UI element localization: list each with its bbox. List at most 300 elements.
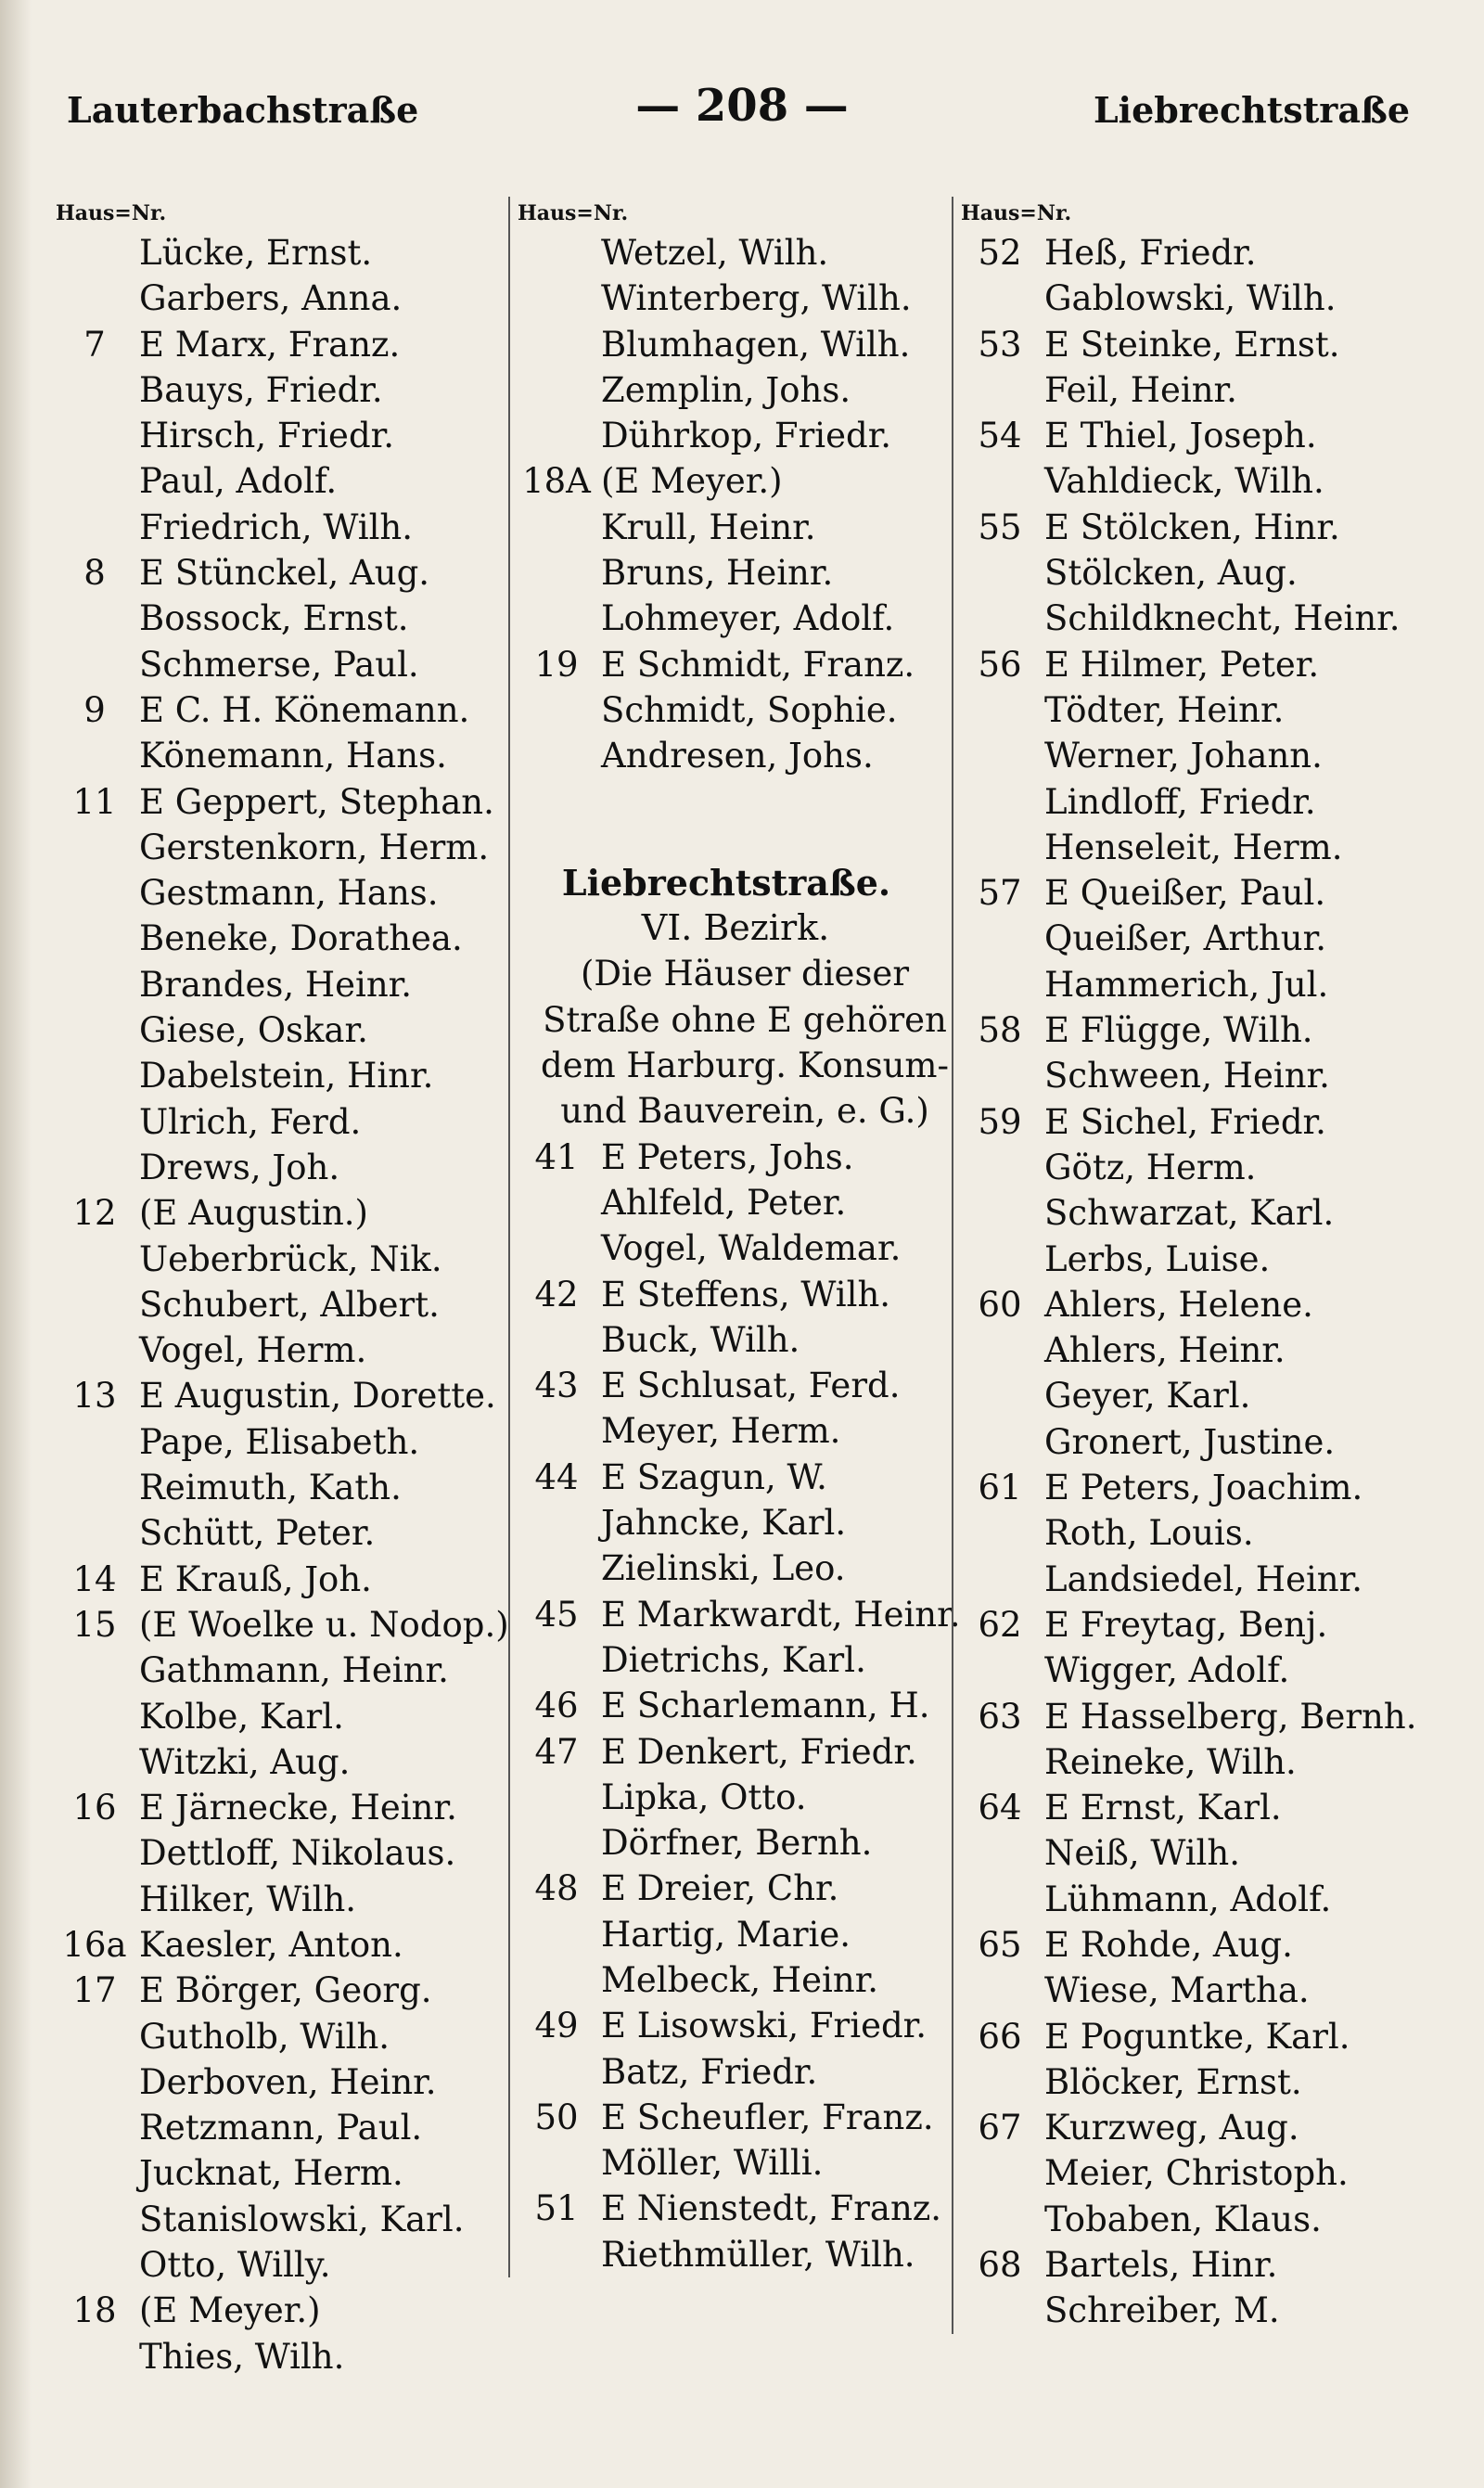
resident-name: Pape, Elisabeth.	[139, 1421, 420, 1462]
resident-name: Tobaben, Klaus.	[1044, 2199, 1322, 2239]
resident-name: Bartels, Hinr.	[1044, 2245, 1278, 2286]
house-number	[518, 1500, 595, 1545]
list-item	[56, 1007, 538, 1053]
house-number	[961, 367, 1039, 413]
resident-name: E Peters, Joachim.	[1044, 1468, 1363, 1508]
list-item	[961, 596, 1462, 641]
resident-name: E Szagun, W.	[601, 1456, 827, 1497]
list-item	[56, 505, 538, 550]
house-number	[961, 276, 1039, 321]
list-item	[56, 1968, 538, 2013]
house-number	[518, 1637, 595, 1683]
list-item	[518, 687, 991, 733]
list-item	[518, 2232, 991, 2277]
house-number	[56, 1327, 134, 1373]
list-item	[961, 1053, 1462, 1098]
resident-name: Thies, Wilh.	[139, 2336, 345, 2377]
resident-name: Kaesler, Anton.	[139, 1924, 403, 1965]
list-item	[961, 2105, 1462, 2150]
list-item	[961, 413, 1462, 458]
house-number: 52	[978, 233, 1022, 273]
house-number: 66	[978, 2016, 1022, 2057]
list-item	[56, 1922, 538, 1968]
house-number: 57	[978, 873, 1022, 914]
list-item	[518, 230, 991, 276]
resident-name: Reineke, Wilh.	[1044, 1741, 1297, 1782]
column-2-bottom-rows	[518, 1135, 991, 2277]
list-item	[518, 1180, 991, 1225]
house-number: 59	[978, 1101, 1022, 1142]
resident-name: Giese, Oskar.	[139, 1010, 368, 1051]
house-number	[56, 962, 134, 1007]
list-item	[56, 1694, 538, 1739]
list-item	[56, 916, 538, 961]
resident-name: Wigger, Adolf.	[1044, 1650, 1290, 1691]
resident-name: E Rohde, Aug.	[1044, 1924, 1293, 1965]
list-item	[518, 2186, 991, 2231]
resident-name: Kurzweg, Aug.	[1044, 2108, 1299, 2148]
resident-name: Dührkop, Friedr.	[601, 416, 892, 456]
house-number: 11	[72, 781, 117, 822]
resident-name: Stölcken, Aug.	[1044, 553, 1298, 594]
list-item	[961, 2242, 1462, 2288]
resident-name: E Hasselberg, Bernh.	[1044, 1696, 1417, 1737]
resident-name: Lühmann, Adolf.	[1044, 1879, 1332, 1919]
resident-name: E Marx, Franz.	[139, 324, 401, 365]
list-item	[518, 1729, 991, 1775]
list-item	[961, 1145, 1462, 1190]
list-item	[961, 2014, 1462, 2059]
column-1-rows	[56, 230, 538, 2379]
resident-name: Gerstenkorn, Herm.	[139, 827, 490, 867]
house-number	[518, 596, 595, 641]
house-number: 55	[978, 507, 1022, 547]
house-number	[961, 687, 1039, 733]
house-number: 48	[534, 1868, 579, 1909]
list-item	[961, 322, 1462, 367]
list-item	[56, 1053, 538, 1098]
list-item	[961, 825, 1462, 870]
section-note-line: dem Harburg. Konsum-	[540, 1045, 949, 1086]
house-number	[518, 550, 595, 596]
list-item	[961, 870, 1462, 916]
resident-name: Buck, Wilh.	[601, 1319, 800, 1360]
hausnr-label: Haus=Nr.	[518, 201, 629, 225]
resident-name: Riethmüller, Wilh.	[601, 2234, 915, 2275]
list-item	[961, 1739, 1462, 1785]
list-item	[518, 1225, 991, 1271]
resident-name: Paul, Adolf.	[139, 461, 338, 502]
house-number	[961, 779, 1039, 825]
house-number: 14	[72, 1558, 117, 1599]
resident-name: E Thiel, Joseph.	[1044, 416, 1317, 456]
list-item	[961, 1099, 1462, 1145]
resident-name: Dabelstein, Hinr.	[139, 1056, 434, 1097]
house-number	[56, 505, 134, 550]
list-item	[56, 1190, 538, 1236]
resident-name: Drews, Joh.	[139, 1147, 340, 1187]
list-item	[56, 1510, 538, 1556]
list-item	[56, 322, 538, 367]
house-number	[518, 230, 595, 276]
house-number	[56, 2105, 134, 2150]
resident-name: E Järnecke, Heinr.	[139, 1788, 457, 1828]
house-number: 18	[72, 2290, 117, 2331]
house-number: 16	[72, 1788, 117, 1828]
list-item	[56, 596, 538, 641]
list-item	[56, 962, 538, 1007]
resident-name: Schween, Heinr.	[1044, 1056, 1330, 1097]
house-number	[56, 2014, 134, 2059]
resident-name: Meier, Christoph.	[1044, 2153, 1349, 2194]
resident-name: Derboven, Heinr.	[139, 2061, 437, 2102]
list-item	[961, 276, 1462, 321]
house-number	[961, 2150, 1039, 2196]
list-item	[56, 1145, 538, 1190]
resident-name: Hartig, Marie.	[601, 1914, 851, 1955]
resident-name: E Markwardt, Heinr.	[601, 1594, 961, 1635]
list-item	[56, 687, 538, 733]
house-number: 50	[534, 2097, 579, 2137]
house-number: 16a	[62, 1924, 127, 1965]
resident-name: Wiese, Martha.	[1044, 1970, 1310, 2011]
resident-name: Götz, Herm.	[1044, 1147, 1257, 1187]
list-item	[961, 230, 1462, 276]
list-item	[961, 962, 1462, 1007]
column-1	[56, 197, 538, 2379]
house-number	[56, 1877, 134, 1922]
resident-name: Garbers, Anna.	[139, 278, 403, 319]
house-number	[518, 1775, 595, 1820]
house-number: 42	[534, 1274, 579, 1315]
column-2	[508, 197, 991, 2277]
house-number	[56, 596, 134, 641]
list-item	[56, 1739, 538, 1785]
list-item	[961, 1968, 1462, 2013]
resident-name: Bauys, Friedr.	[139, 369, 383, 410]
list-item	[518, 1545, 991, 1591]
resident-name: Wetzel, Wilh.	[601, 233, 829, 273]
house-number: 7	[83, 324, 106, 365]
resident-name: E Ernst, Karl.	[1044, 1788, 1282, 1828]
house-number: 56	[978, 644, 1022, 685]
resident-name: Ahlers, Heinr.	[1044, 1330, 1286, 1371]
list-item	[518, 1408, 991, 1454]
resident-name: Bruns, Heinr.	[601, 553, 834, 594]
house-number: 8	[83, 553, 106, 594]
house-number: 65	[978, 1924, 1022, 1965]
resident-name: Queißer, Arthur.	[1044, 918, 1326, 959]
house-number: 41	[534, 1136, 579, 1177]
house-number	[56, 2059, 134, 2105]
resident-name: Schubert, Albert.	[139, 1284, 440, 1325]
house-number: 9	[83, 689, 106, 730]
house-number: 51	[534, 2188, 579, 2229]
house-number	[56, 1694, 134, 1739]
list-item	[518, 1592, 991, 1637]
resident-name: Gestmann, Hans.	[139, 873, 439, 914]
list-item	[518, 505, 991, 550]
resident-name: Beneke, Dorathea.	[139, 918, 463, 959]
resident-name: Dettloff, Nikolaus.	[139, 1833, 456, 1874]
house-number	[961, 1648, 1039, 1693]
resident-name: Landsiedel, Heinr.	[1044, 1558, 1363, 1599]
list-item	[961, 1419, 1462, 1465]
resident-name: Reimuth, Kath.	[139, 1468, 402, 1508]
resident-name: Ueberbrück, Nik.	[139, 1238, 442, 1279]
hausnr-label: Haus=Nr.	[961, 201, 1072, 225]
house-number: 17	[72, 1970, 117, 2011]
list-item	[518, 1912, 991, 1957]
house-number: 18A	[522, 461, 591, 502]
resident-name: Hammerich, Jul.	[1044, 964, 1329, 1005]
house-number	[56, 1465, 134, 1510]
resident-name: Neiß, Wilh.	[1044, 1833, 1240, 1874]
house-number: 46	[534, 1686, 579, 1726]
list-item	[56, 2288, 538, 2333]
resident-name: Lerbs, Luise.	[1044, 1238, 1271, 1279]
resident-name: E Freytag, Benj.	[1044, 1604, 1328, 1645]
list-item	[518, 276, 991, 321]
resident-name: Werner, Johann.	[1044, 736, 1323, 776]
resident-name: Blumhagen, Wilh.	[601, 324, 911, 365]
house-number: 43	[534, 1366, 579, 1406]
house-number	[961, 825, 1039, 870]
resident-name: E Steffens, Wilh.	[601, 1274, 891, 1315]
resident-name: E Börger, Georg.	[139, 1970, 432, 2011]
list-item	[56, 1465, 538, 1510]
house-number: 61	[978, 1468, 1022, 1508]
house-number	[56, 1007, 134, 1053]
house-number	[961, 1830, 1039, 1876]
house-number	[56, 1419, 134, 1465]
list-item	[56, 1373, 538, 1418]
resident-name: Hilker, Wilh.	[139, 1879, 357, 1919]
list-item	[56, 1830, 538, 1876]
list-item	[56, 550, 538, 596]
resident-name: Feil, Heinr.	[1044, 369, 1237, 410]
house-number	[961, 733, 1039, 778]
list-item	[961, 1190, 1462, 1236]
resident-name: Schwarzat, Karl.	[1044, 1193, 1335, 1234]
house-number	[56, 1053, 134, 1098]
list-item	[518, 367, 991, 413]
house-number: 67	[978, 2108, 1022, 2148]
section-note-line: und Bauverein, e. G.)	[560, 1091, 929, 1132]
list-item	[961, 1694, 1462, 1739]
house-number	[961, 458, 1039, 504]
list-item	[518, 2095, 991, 2140]
section-note-line: (Die Häuser dieser	[580, 954, 910, 994]
list-item	[961, 642, 1462, 687]
house-number	[961, 1327, 1039, 1373]
resident-name: Friedrich, Wilh.	[139, 507, 414, 547]
resident-name: E Augustin, Dorette.	[139, 1376, 496, 1417]
resident-name: Roth, Louis.	[1044, 1513, 1254, 1554]
resident-name: E Scharlemann, H.	[601, 1686, 930, 1726]
list-item	[518, 2049, 991, 2095]
list-item	[56, 458, 538, 504]
resident-name: E Sichel, Friedr.	[1044, 1101, 1326, 1142]
house-number	[56, 916, 134, 961]
house-number	[518, 1957, 595, 2003]
house-number: 62	[978, 1604, 1022, 1645]
house-number	[961, 1145, 1039, 1190]
resident-name: Gablowski, Wilh.	[1044, 278, 1337, 319]
resident-name: Ahlfeld, Peter.	[601, 1182, 847, 1223]
house-number	[961, 1739, 1039, 1785]
house-number: 15	[72, 1604, 117, 1645]
resident-name: E Schlusat, Ferd.	[601, 1366, 901, 1406]
list-item	[56, 2197, 538, 2242]
resident-name: E Nienstedt, Franz.	[601, 2188, 942, 2229]
house-number: 45	[534, 1594, 579, 1635]
list-item	[961, 2288, 1462, 2333]
house-number	[56, 2150, 134, 2196]
list-item	[961, 1557, 1462, 1602]
section-bezirk: VI. Bezirk.	[641, 907, 830, 949]
list-item	[961, 458, 1462, 504]
house-number	[961, 550, 1039, 596]
resident-name: E Queißer, Paul.	[1044, 873, 1326, 914]
list-item	[961, 1327, 1462, 1373]
house-number	[961, 596, 1039, 641]
list-item	[518, 1135, 991, 1180]
list-item	[56, 2105, 538, 2150]
house-number	[961, 1877, 1039, 1922]
list-item	[518, 1500, 991, 1545]
house-number	[518, 2049, 595, 2095]
house-number: 19	[534, 644, 579, 685]
list-item	[518, 1866, 991, 1911]
resident-name: Retzmann, Paul.	[139, 2108, 423, 2148]
page-number: — 208 —	[635, 80, 849, 132]
house-number	[56, 1099, 134, 1145]
house-number: 54	[978, 416, 1022, 456]
house-number: 47	[534, 1731, 579, 1772]
list-item	[518, 1272, 991, 1317]
resident-name: Dietrichs, Karl.	[601, 1639, 866, 1680]
list-item	[961, 1373, 1462, 1418]
list-item	[518, 1957, 991, 2003]
list-item	[56, 1785, 538, 1830]
list-item	[518, 1775, 991, 1820]
list-item	[961, 1282, 1462, 1327]
resident-name: Hirsch, Friedr.	[139, 416, 395, 456]
house-number	[518, 1912, 595, 1957]
resident-name: E Poguntke, Karl.	[1044, 2016, 1350, 2057]
list-item	[56, 733, 538, 778]
house-number	[961, 1419, 1039, 1465]
list-item	[961, 1648, 1462, 1693]
list-item	[518, 1683, 991, 1728]
list-item	[56, 779, 538, 825]
house-number: 53	[978, 324, 1022, 365]
list-item	[518, 1455, 991, 1500]
list-item	[961, 1830, 1462, 1876]
header-street-right: Liebrechtstraße	[1093, 89, 1410, 131]
house-number: 12	[72, 1193, 117, 1234]
column-3	[952, 197, 1462, 2334]
house-number	[56, 733, 134, 778]
resident-name: E Krauß, Joh.	[139, 1558, 372, 1599]
house-number	[56, 1282, 134, 1327]
house-number	[56, 1145, 134, 1190]
house-number	[518, 413, 595, 458]
resident-name: E Steinke, Ernst.	[1044, 324, 1340, 365]
house-number: 64	[978, 1788, 1022, 1828]
list-item	[961, 779, 1462, 825]
resident-name: Könemann, Hans.	[139, 736, 447, 776]
house-number	[56, 2197, 134, 2242]
house-number	[518, 1317, 595, 1363]
resident-name: Vahldieck, Wilh.	[1044, 461, 1324, 502]
resident-name: E Denkert, Friedr.	[601, 1731, 917, 1772]
resident-name: E Geppert, Stephan.	[139, 781, 494, 822]
house-number	[56, 1830, 134, 1876]
house-number: 13	[72, 1376, 117, 1417]
house-number	[56, 870, 134, 916]
house-number	[961, 1557, 1039, 1602]
house-number: 58	[978, 1010, 1022, 1051]
house-number	[961, 1510, 1039, 1556]
house-number	[961, 1373, 1039, 1418]
list-item	[56, 276, 538, 321]
list-item	[518, 2140, 991, 2186]
list-item	[56, 2150, 538, 2196]
resident-name: E Lisowski, Friedr.	[601, 2006, 928, 2046]
resident-name: Bossock, Ernst.	[139, 598, 409, 639]
resident-name: Schmidt, Sophie.	[601, 689, 898, 730]
house-number: 49	[534, 2006, 579, 2046]
house-number	[56, 825, 134, 870]
resident-name: Otto, Willy.	[139, 2245, 331, 2286]
resident-name: E Stünckel, Aug.	[139, 553, 430, 594]
house-number	[518, 1180, 595, 1225]
resident-name: Ahlers, Helene.	[1044, 1284, 1313, 1325]
resident-name: E Dreier, Chr.	[601, 1868, 839, 1909]
resident-name: Blöcker, Ernst.	[1044, 2061, 1302, 2102]
resident-name: E C. H. Könemann.	[139, 689, 470, 730]
list-item	[56, 367, 538, 413]
resident-name: Batz, Friedr.	[601, 2051, 818, 2092]
list-item	[56, 1419, 538, 1465]
resident-name: Tödter, Heinr.	[1044, 689, 1285, 730]
resident-name: Ulrich, Ferd.	[139, 1101, 362, 1142]
house-number	[518, 733, 595, 778]
house-number	[961, 2288, 1039, 2333]
list-item	[56, 230, 538, 276]
house-number	[518, 2232, 595, 2277]
list-item	[518, 1637, 991, 1683]
list-item	[961, 1510, 1462, 1556]
resident-name: Heß, Friedr.	[1044, 233, 1257, 273]
resident-name: Schütt, Peter.	[139, 1513, 376, 1554]
house-number	[518, 1545, 595, 1591]
resident-name: (E Meyer.)	[139, 2290, 321, 2331]
resident-name: Schildknecht, Heinr.	[1044, 598, 1401, 639]
list-item	[56, 1237, 538, 1282]
column-3-rows	[961, 230, 1462, 2334]
resident-name: Zielinski, Leo.	[601, 1548, 846, 1589]
house-number	[56, 413, 134, 458]
list-item	[961, 367, 1462, 413]
list-item	[961, 550, 1462, 596]
house-number	[56, 2334, 134, 2379]
resident-name: E Hilmer, Peter.	[1044, 644, 1320, 685]
resident-name: E Scheufler, Franz.	[601, 2097, 934, 2137]
list-item	[56, 413, 538, 458]
